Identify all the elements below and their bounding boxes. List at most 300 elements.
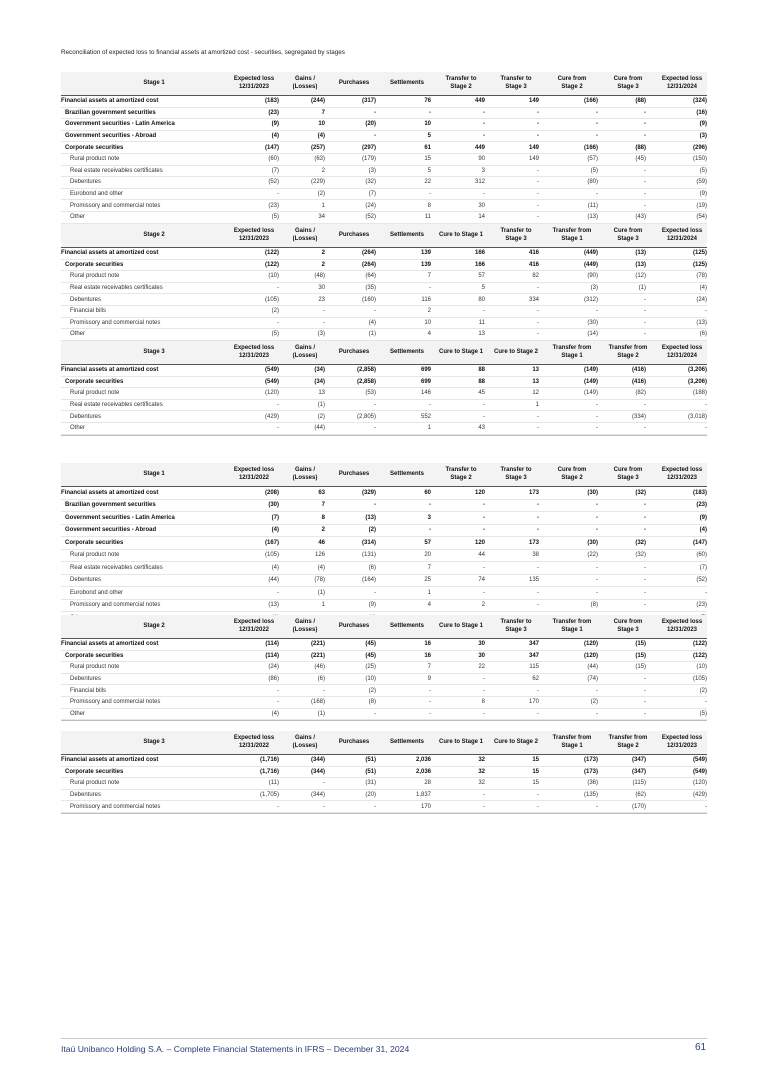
column-header: Gains / (Losses) [292, 619, 318, 633]
stage-header: Stage 2 [143, 231, 165, 238]
table-cell: (244) [310, 98, 325, 105]
table-cell: - [483, 514, 485, 521]
table-row [61, 119, 707, 131]
table-cell: (347) [631, 768, 646, 775]
table-cell: 120 [474, 489, 485, 496]
table-cell: - [537, 191, 539, 198]
column-header: Expected loss 12/31/2023 [233, 76, 275, 90]
table-cell: (7) [271, 514, 279, 521]
table-cell: (324) [692, 98, 707, 105]
table-cell: - [277, 687, 279, 694]
table-cell: - [483, 109, 485, 116]
row-label: Real estate receivables certificates [70, 167, 163, 174]
table-cell: - [644, 699, 646, 706]
table-cell: (2) [317, 191, 325, 198]
table-cell: 170 [420, 803, 431, 810]
row-label: Debentures [70, 792, 102, 799]
row-label: Other [70, 214, 86, 221]
table-cell: - [596, 308, 598, 315]
table-cell: 173 [528, 489, 539, 496]
table-cell: - [537, 792, 539, 799]
table-row [61, 177, 707, 189]
table-cell: 25 [424, 577, 431, 584]
table-cell: 13 [532, 367, 539, 374]
table-cell: (173) [583, 768, 598, 775]
column-header: Expected loss 12/31/2023 [661, 619, 703, 633]
table-cell: - [644, 308, 646, 315]
table-cell: - [644, 577, 646, 584]
table-cell: (7) [699, 564, 707, 571]
table-cell: (149) [583, 378, 598, 385]
table-cell: - [705, 699, 707, 706]
table-cell: 13 [318, 390, 325, 397]
table-cell: 23 [318, 296, 325, 303]
table-cell: - [429, 109, 431, 116]
table-cell: - [429, 710, 431, 717]
table-cell: - [483, 191, 485, 198]
table-cell: (1,716) [259, 768, 279, 775]
table-cell: (9) [699, 121, 707, 128]
column-header: Purchases [338, 348, 370, 355]
table-cell: - [483, 792, 485, 799]
table-cell: (60) [696, 552, 707, 559]
table-cell: 139 [420, 261, 431, 268]
table-cell: (344) [310, 768, 325, 775]
row-label: Government securities - Abroad [65, 133, 157, 140]
table-cell: (4) [368, 319, 376, 326]
column-header: Transfer from Stage 1 [552, 735, 592, 749]
table-cell: 15 [424, 156, 431, 163]
table-row [61, 400, 707, 412]
table-cell: (1) [317, 589, 325, 596]
table-cell: (160) [361, 296, 376, 303]
table-cell: (344) [310, 792, 325, 799]
stage-table [61, 341, 707, 436]
table-cell: (23) [268, 202, 279, 209]
table-cell: (59) [696, 179, 707, 186]
table-cell: - [644, 514, 646, 521]
table-cell: (264) [361, 261, 376, 268]
column-header: Expected loss 12/31/2024 [661, 76, 703, 90]
table-cell: - [374, 402, 376, 409]
table-cell: (6) [317, 676, 325, 683]
table-cell: (13) [268, 602, 279, 609]
table-cell: (4) [699, 527, 707, 534]
table-cell: - [537, 109, 539, 116]
table-cell: (45) [365, 652, 376, 659]
table-cell: - [277, 319, 279, 326]
table-cell: - [537, 319, 539, 326]
table-cell: (4) [271, 133, 279, 140]
table-cell: (11) [587, 202, 598, 209]
table-cell: - [537, 413, 539, 420]
table-cell: (257) [310, 144, 325, 151]
row-label: Real estate receivables certificates [70, 564, 163, 571]
table-cell: - [644, 710, 646, 717]
row-label: Promissory and commercial notes [70, 803, 161, 810]
page-number: 61 [695, 1042, 707, 1053]
table-cell: 7 [427, 664, 431, 671]
table-cell: 149 [528, 98, 539, 105]
stage-header: Stage 1 [143, 79, 165, 86]
table-cell: (2) [317, 413, 325, 420]
column-header: Cure to Stage 1 [438, 622, 483, 629]
table-cell: - [323, 780, 325, 787]
table-cell: 16 [424, 652, 431, 659]
table-cell: - [596, 109, 598, 116]
table-cell: - [374, 502, 376, 509]
table-cell: - [705, 402, 707, 409]
table-row [61, 487, 707, 500]
table-cell: (78) [314, 577, 325, 584]
table-cell: 30 [478, 641, 485, 648]
table-cell: - [374, 710, 376, 717]
table-cell: 416 [528, 250, 539, 257]
table-cell: (5) [271, 214, 279, 221]
table-cell: 43 [478, 425, 485, 432]
table-row [61, 587, 707, 600]
row-label: Rural product note [70, 390, 120, 397]
table-cell: (114) [265, 652, 279, 659]
table-cell: - [644, 502, 646, 509]
table-cell: - [483, 710, 485, 717]
column-header: Gains / (Losses) [292, 467, 318, 481]
table-cell: (8) [590, 602, 598, 609]
table-cell: (12) [635, 273, 646, 280]
table-cell: (48) [314, 273, 325, 280]
table-cell: (6) [699, 331, 707, 338]
table-cell: - [644, 425, 646, 432]
table-cell: 63 [318, 489, 325, 496]
table-cell: (44) [268, 577, 279, 584]
table-cell: 115 [529, 664, 539, 671]
row-label: Corporate securities [65, 144, 124, 151]
table-cell: - [277, 191, 279, 198]
page-title: Reconciliation of expected loss to financial assets at amortized cost - securities, segregated by stages [61, 49, 345, 56]
table-cell: - [644, 179, 646, 186]
row-label: Eurobond and other [70, 589, 124, 596]
table-cell: (9) [271, 121, 279, 128]
table-row [61, 388, 707, 400]
table-cell: - [644, 589, 646, 596]
table-row [61, 260, 707, 272]
table-cell: (20) [365, 792, 376, 799]
table-cell: - [537, 425, 539, 432]
table-cell: 170 [528, 699, 539, 706]
table-cell: - [323, 803, 325, 810]
column-header: Gains / (Losses) [292, 345, 318, 359]
table-cell: (13) [587, 214, 598, 221]
table-cell: - [537, 179, 539, 186]
table-cell: (60) [268, 156, 279, 163]
column-header: Purchases [338, 622, 370, 629]
table-header [61, 224, 707, 247]
table-cell: (149) [583, 390, 598, 397]
table-cell: (149) [583, 367, 598, 374]
table-cell: 449 [474, 144, 485, 151]
table-cell: (2,858) [356, 367, 376, 374]
table-cell: - [537, 214, 539, 221]
table-cell: - [429, 527, 431, 534]
table-cell: (264) [361, 250, 376, 257]
table-cell: (4) [317, 564, 325, 571]
table-row [61, 131, 707, 143]
row-label: Rural product note [70, 273, 120, 280]
table-cell: 88 [478, 367, 485, 374]
table-row [61, 674, 707, 686]
table-cell: - [644, 676, 646, 683]
table-cell: 10 [424, 319, 431, 326]
table-cell: (25) [365, 664, 376, 671]
table-cell: - [483, 564, 485, 571]
table-cell: (43) [635, 214, 646, 221]
table-cell: - [596, 564, 598, 571]
table-cell: (62) [635, 792, 646, 799]
table-cell: (329) [361, 489, 376, 496]
table-cell: - [429, 699, 431, 706]
table-cell: - [483, 676, 485, 683]
table-cell: (10) [365, 676, 376, 683]
row-label: Financial assets at amortized cost [61, 367, 159, 374]
table-cell: (1) [317, 402, 325, 409]
table-cell: (125) [692, 261, 707, 268]
table-cell: - [644, 296, 646, 303]
table-cell: (23) [696, 502, 707, 509]
table-cell: - [596, 527, 598, 534]
table-cell: - [705, 589, 707, 596]
table-cell: (122) [692, 652, 707, 659]
table-cell: (3) [368, 167, 376, 174]
table-cell: 62 [532, 676, 539, 683]
table-row [61, 525, 707, 538]
table-cell: (64) [365, 273, 376, 280]
table-cell: 1 [427, 425, 431, 432]
footer-rule [61, 1038, 707, 1039]
table-cell: - [483, 589, 485, 596]
table-cell: 5 [427, 133, 431, 140]
row-label: Government securities - Abroad [65, 527, 157, 534]
table-cell: - [537, 527, 539, 534]
table-cell: (30) [268, 502, 279, 509]
column-header: Cure from Stage 3 [613, 228, 643, 242]
table-cell: 28 [424, 780, 431, 787]
row-label: Eurobond and other [70, 191, 124, 198]
column-header: Transfer to Stage 3 [500, 467, 532, 481]
table-cell: - [483, 413, 485, 420]
table-header [61, 72, 707, 95]
table-row [61, 306, 707, 318]
table-cell: 60 [424, 489, 431, 496]
row-label: Promissory and commercial notes [70, 602, 161, 609]
table-cell: 32 [478, 780, 485, 787]
table-cell: 7 [321, 502, 325, 509]
table-row [61, 550, 707, 563]
table-cell: - [537, 308, 539, 315]
table-cell: (15) [635, 652, 646, 659]
table-header [61, 463, 707, 486]
table-row [61, 200, 707, 212]
column-header: Transfer to Stage 3 [500, 619, 532, 633]
column-header: Purchases [338, 231, 370, 238]
table-cell: - [644, 331, 646, 338]
table-cell: - [429, 402, 431, 409]
table-cell: 347 [528, 641, 539, 648]
row-label: Promissory and commercial notes [70, 319, 161, 326]
table-cell: (3) [590, 285, 598, 292]
row-label: Corporate securities [65, 539, 124, 546]
table-cell: - [596, 133, 598, 140]
table-cell: 347 [528, 652, 539, 659]
column-header: Transfer from Stage 1 [552, 228, 592, 242]
row-label: Debentures [70, 676, 102, 683]
table-row [61, 189, 707, 201]
row-label: Corporate securities [65, 768, 124, 775]
column-header: Cure from Stage 3 [613, 619, 643, 633]
table-cell: (2) [368, 527, 376, 534]
table-cell: (4) [317, 133, 325, 140]
table-cell: (131) [361, 552, 376, 559]
table-cell: (82) [635, 390, 646, 397]
table-cell: - [596, 687, 598, 694]
table-cell: - [596, 710, 598, 717]
table-cell: (208) [264, 489, 279, 496]
table-cell: (30) [587, 489, 598, 496]
table-cell: 312 [474, 179, 485, 186]
table-cell: (46) [314, 664, 325, 671]
table-cell: 7 [321, 109, 325, 116]
table-cell: (34) [314, 378, 325, 385]
column-header: Transfer to Stage 2 [445, 76, 477, 90]
table-cell: 1 [535, 402, 539, 409]
table-cell: - [537, 133, 539, 140]
table-cell: (11) [268, 780, 279, 787]
table-cell: 32 [478, 757, 485, 764]
row-label: Financial assets at amortized cost [61, 641, 159, 648]
table-cell: - [483, 502, 485, 509]
table-cell: - [323, 319, 325, 326]
table-cell: 90 [478, 156, 485, 163]
table-cell: - [596, 191, 598, 198]
table-cell: (549) [692, 768, 707, 775]
table-cell: - [429, 687, 431, 694]
stage-header: Stage 1 [143, 470, 165, 477]
table-cell: (31) [365, 780, 376, 787]
stage-table [61, 463, 707, 626]
table-cell: (3) [699, 133, 707, 140]
table-cell: - [374, 109, 376, 116]
table-cell: 2 [427, 308, 431, 315]
table-cell: (88) [635, 144, 646, 151]
table-cell: (86) [268, 676, 279, 683]
table-row [61, 639, 707, 651]
table-cell: - [323, 308, 325, 315]
table-row [61, 537, 707, 550]
table-cell: 552 [420, 413, 431, 420]
table-cell: (2,858) [356, 378, 376, 385]
table-cell: (34) [314, 367, 325, 374]
row-label: Government securities - Latin America [65, 121, 175, 128]
table-cell: - [705, 425, 707, 432]
table-cell: (7) [368, 191, 376, 198]
table-bottom-rule [61, 435, 707, 436]
row-label: Financial bills [70, 687, 107, 694]
table-cell: (1,705) [259, 792, 279, 799]
table-row [61, 212, 707, 224]
table-cell: 8 [481, 699, 485, 706]
row-label: Financial assets at amortized cost [61, 489, 159, 496]
table-cell: 2 [321, 527, 325, 534]
table-row [61, 365, 707, 377]
table-cell: 5 [481, 285, 485, 292]
table-cell: (10) [696, 664, 707, 671]
table-cell: (13) [696, 319, 707, 326]
table-cell: 120 [474, 539, 485, 546]
table-row [61, 271, 707, 283]
table-cell: (54) [696, 214, 707, 221]
table-cell: (4) [271, 527, 279, 534]
table-cell: (19) [696, 202, 707, 209]
table-cell: 4 [427, 602, 431, 609]
table-cell: 80 [478, 296, 485, 303]
column-header: Settlements [389, 738, 424, 745]
table-row [61, 248, 707, 260]
table-cell: (229) [310, 179, 325, 186]
table-cell: (125) [692, 250, 707, 257]
table-cell: (168) [310, 699, 325, 706]
table-row [61, 411, 707, 423]
row-label: Debentures [70, 179, 102, 186]
column-header: Expected loss 12/31/2024 [661, 228, 703, 242]
table-cell: (80) [587, 179, 598, 186]
table-cell: - [537, 602, 539, 609]
table-cell: 416 [528, 261, 539, 268]
table-cell: - [483, 527, 485, 534]
table-cell: - [596, 502, 598, 509]
table-row [61, 801, 707, 813]
row-label: Rural product note [70, 664, 120, 671]
table-cell: (63) [314, 156, 325, 163]
table-cell: (115) [632, 780, 646, 787]
column-header: Expected loss 12/31/2023 [661, 467, 703, 481]
table-row [61, 318, 707, 330]
table-cell: (14) [587, 331, 598, 338]
table-row [61, 600, 707, 613]
table-cell: (13) [365, 514, 376, 521]
table-cell: (5) [699, 167, 707, 174]
table-cell: (30) [587, 539, 598, 546]
table-cell: (9) [368, 602, 376, 609]
table-row [61, 166, 707, 178]
table-cell: (8) [368, 699, 376, 706]
table-cell: - [537, 803, 539, 810]
table-cell: (57) [587, 156, 598, 163]
table-cell: (88) [635, 98, 646, 105]
table-cell: (114) [265, 641, 279, 648]
table-cell: (347) [631, 757, 646, 764]
table-cell: (44) [587, 664, 598, 671]
column-header: Transfer from Stage 1 [552, 345, 592, 359]
stage-header: Stage 3 [143, 348, 165, 355]
table-header [61, 731, 707, 754]
table-cell: - [644, 602, 646, 609]
table-cell: 5 [427, 167, 431, 174]
table-cell: (344) [310, 757, 325, 764]
table-cell: 11 [478, 319, 485, 326]
table-cell: 2,036 [415, 768, 431, 775]
table-cell: - [277, 803, 279, 810]
table-cell: - [596, 577, 598, 584]
table-cell: (549) [264, 367, 279, 374]
